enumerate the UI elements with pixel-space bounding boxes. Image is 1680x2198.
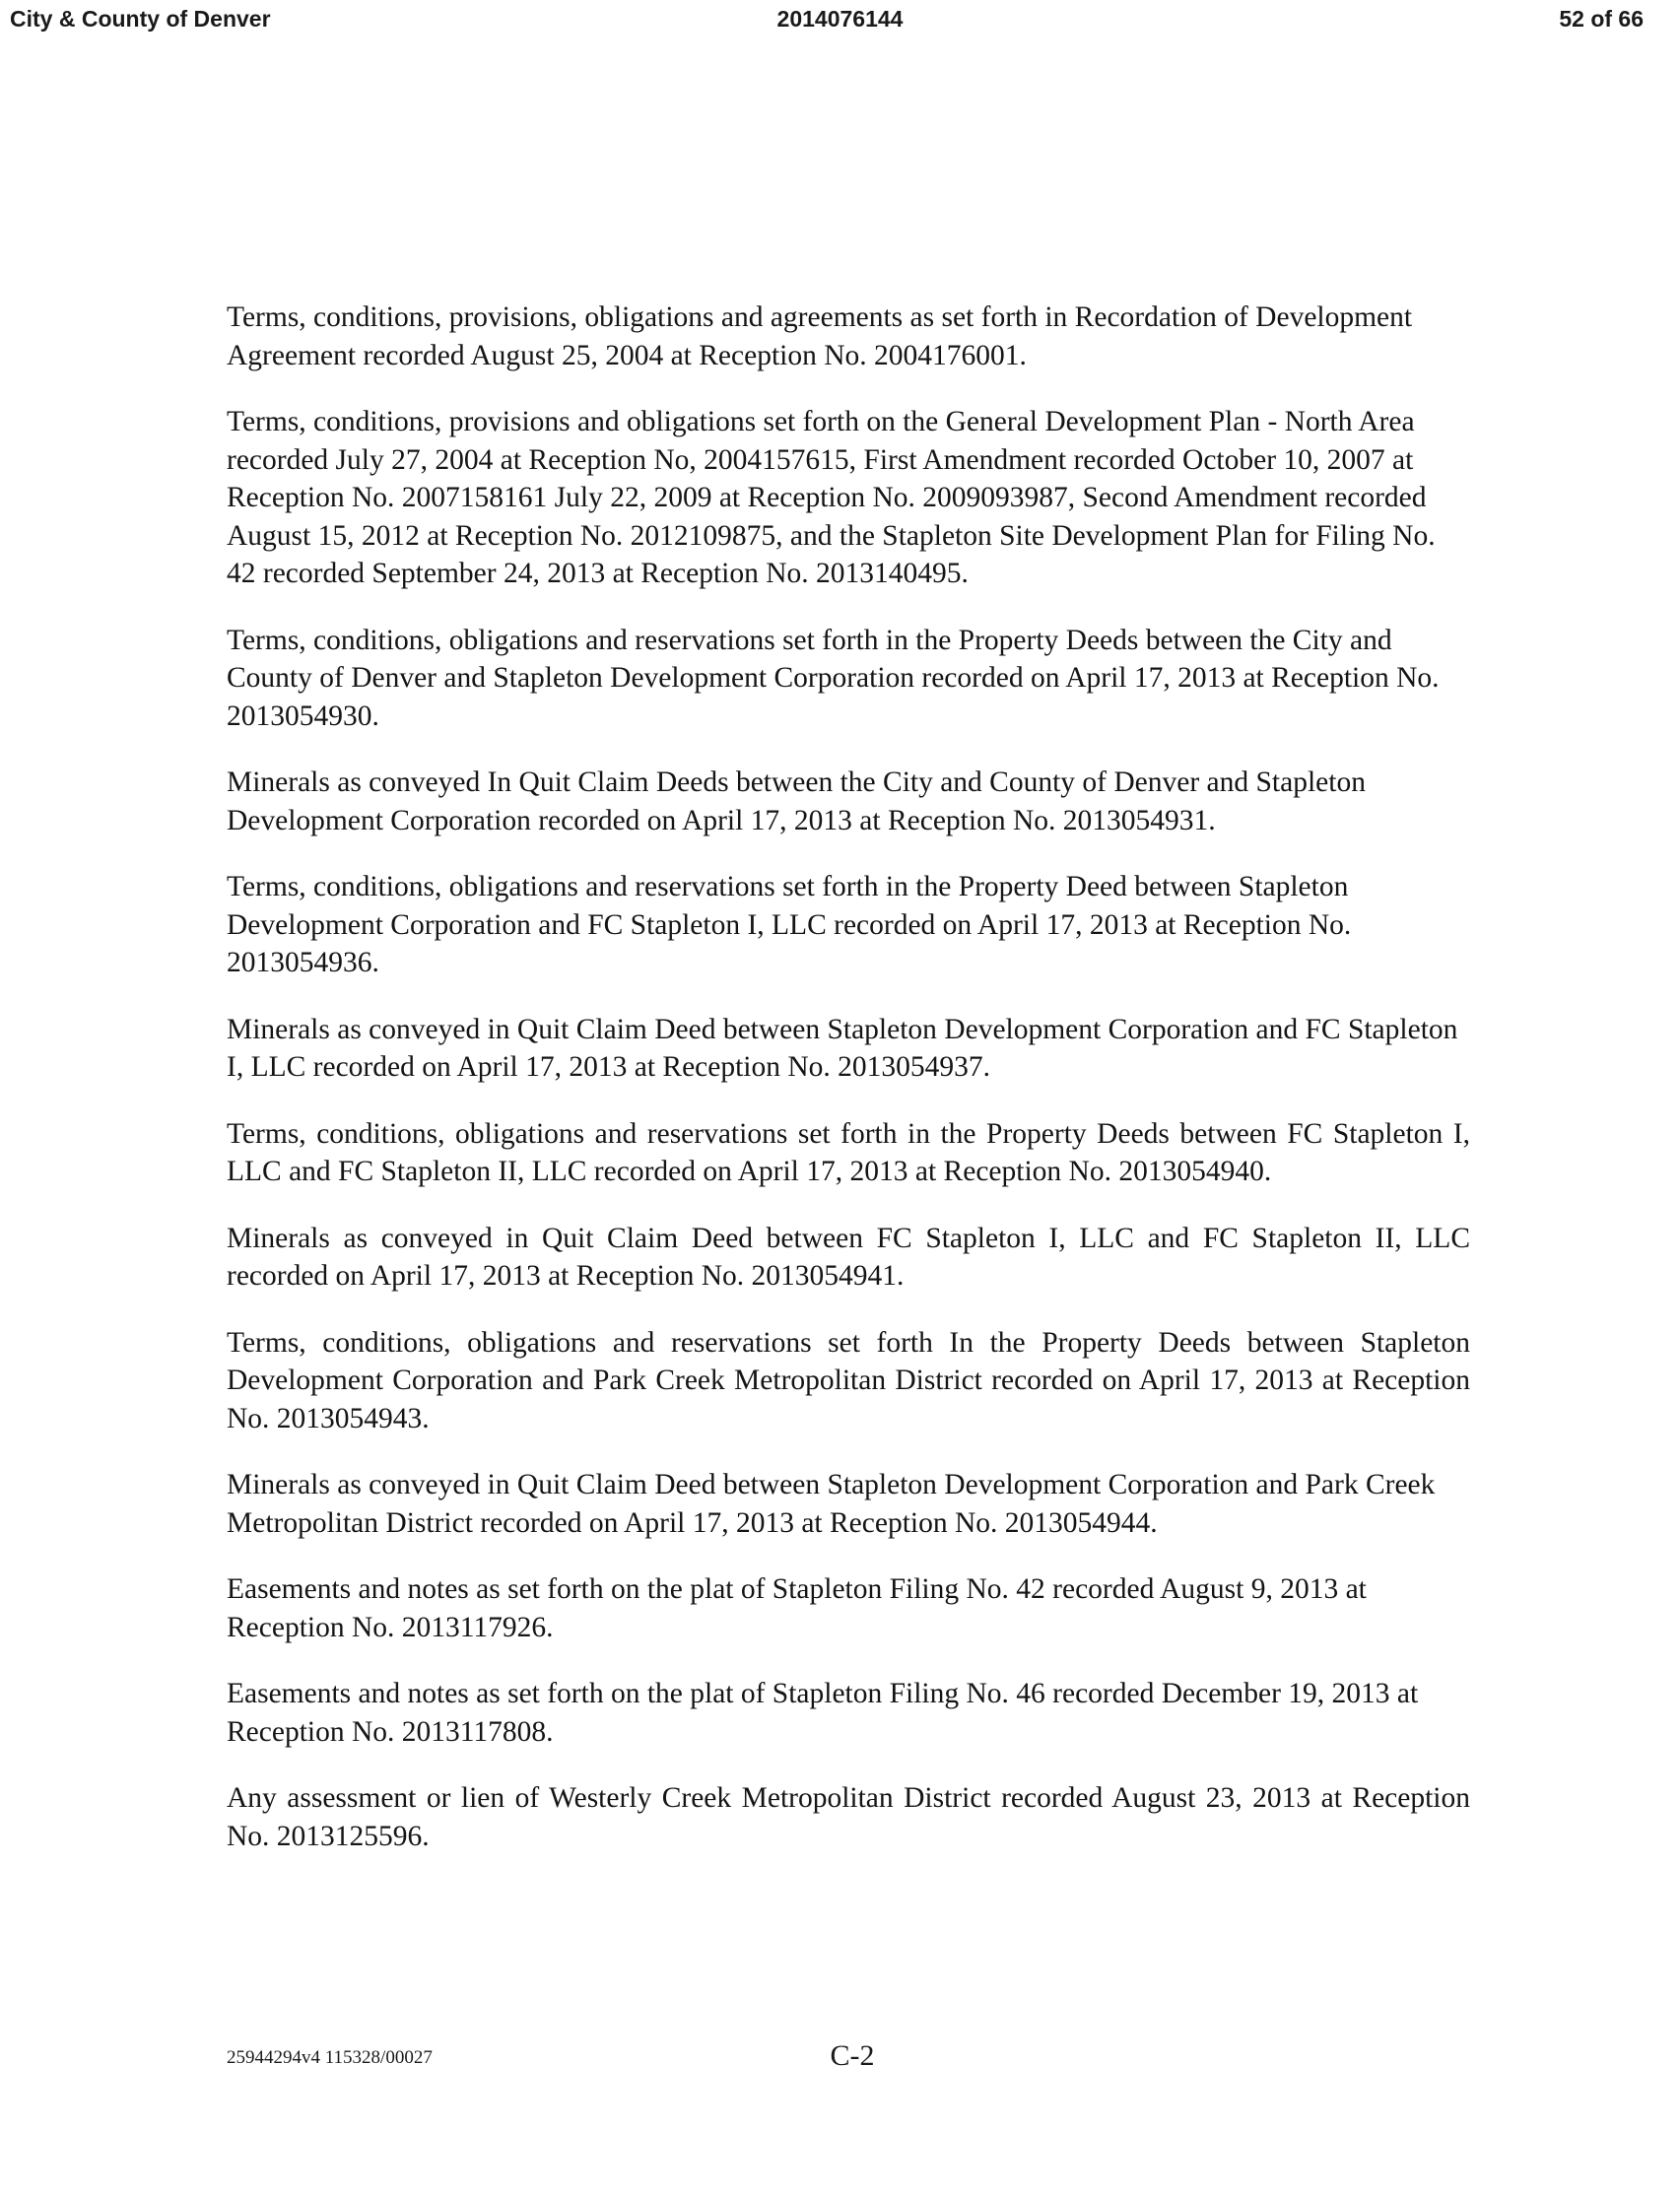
document-body [227,299,1470,1884]
header-page-count: 52 of 66 [1559,6,1644,32]
paragraph-minerals-fc-stapleton-ii: Minerals as conveyed in Quit Claim Deed between FC Stapleton I, LLC and FC Stapleton II, LLC recorded on April 17, 2013 at Reception No. 2013054941. [227,1222,1470,1292]
page-header [0,0,1680,43]
paragraph-property-deed-fc-stapleton-i: Terms, conditions, obligations and reservations set forth in the Property Deed between Stapleton Development Corporation and FC Stapleton I, LLC recorded on April 17, 2013 at Reception No. 2013054936. [227,871,1352,978]
paragraph-easements-filing-42: Easements and notes as set forth on the plat of Stapleton Filing No. 42 recorded August 9, 2013 at Reception No. 2013117926. [227,1573,1367,1643]
footer-page-label: C-2 [830,2039,875,2072]
paragraph-minerals-city: Minerals as conveyed In Quit Claim Deeds between the City and County of Denver and Stapleton Development Corporation recorded on April 17, 2013 at Reception No. 2013054931. [227,766,1366,836]
paragraph-minerals-fc-stapleton-i: Minerals as conveyed in Quit Claim Deed between Stapleton Development Corporation and FC Stapleton I, LLC recorded on April 17, 2013 at Reception No. 2013054937. [227,1013,1458,1083]
paragraph-property-deeds-city: Terms, conditions, obligations and reservations set forth in the Property Deeds between the City and County of Denver and Stapleton Development Corporation recorded on April 17, 2013 at Reception No. 2013054930. [227,624,1440,732]
paragraph-westerly-creek-assessment: Any assessment or lien of Westerly Creek Metropolitan District recorded August 23, 2013 at Reception No. 2013125596. [227,1782,1470,1852]
paragraph-property-deeds-park-creek: Terms, conditions, obligations and reservations set forth In the Property Deeds between Stapleton Development Corporation and Park Creek Metropolitan District recorded on April 17, 2013 at Reception No. 2013054943. [227,1326,1470,1434]
footer-document-id: 25944294v4 115328/00027 [227,2047,433,2068]
paragraph-easements-filing-46: Easements and notes as set forth on the plat of Stapleton Filing No. 46 recorded December 19, 2013 at Reception No. 2013117808. [227,1678,1419,1748]
paragraph-minerals-park-creek: Minerals as conveyed in Quit Claim Deed between Stapleton Development Corporation and Park Creek Metropolitan District recorded on April 17, 2013 at Reception No. 2013054944. [227,1469,1436,1539]
paragraph-development-agreement: Terms, conditions, provisions, obligations and agreements as set forth in Recordation of Development Agreement recorded August 25, 2004 at Reception No. 2004176001. [227,301,1413,371]
header-jurisdiction: City & County of Denver [10,6,271,32]
paragraph-general-development-plan: Terms, conditions, provisions and obligations set forth on the General Development Plan - North Area recorded July 27, 2004 at Reception No, 2004157615, First Amendment recorded October 10, 2007 at Reception No. 2007158161 July 22, 2009 at Reception No. 2009093987, Second Amendment recorded August 15, 2012 at Reception No. 2012109875, and the Stapleton Site Development Plan for Filing No. 42 recorded September 24, 2013 at Reception No. 2013140495. [227,406,1436,589]
header-reception-number: 2014076144 [776,6,904,32]
paragraph-property-deeds-fc-stapleton-ii: Terms, conditions, obligations and reservations set forth in the Property Deeds between FC Stapleton I, LLC and FC Stapleton II, LLC recorded on April 17, 2013 at Reception No. 2013054940. [227,1117,1470,1187]
